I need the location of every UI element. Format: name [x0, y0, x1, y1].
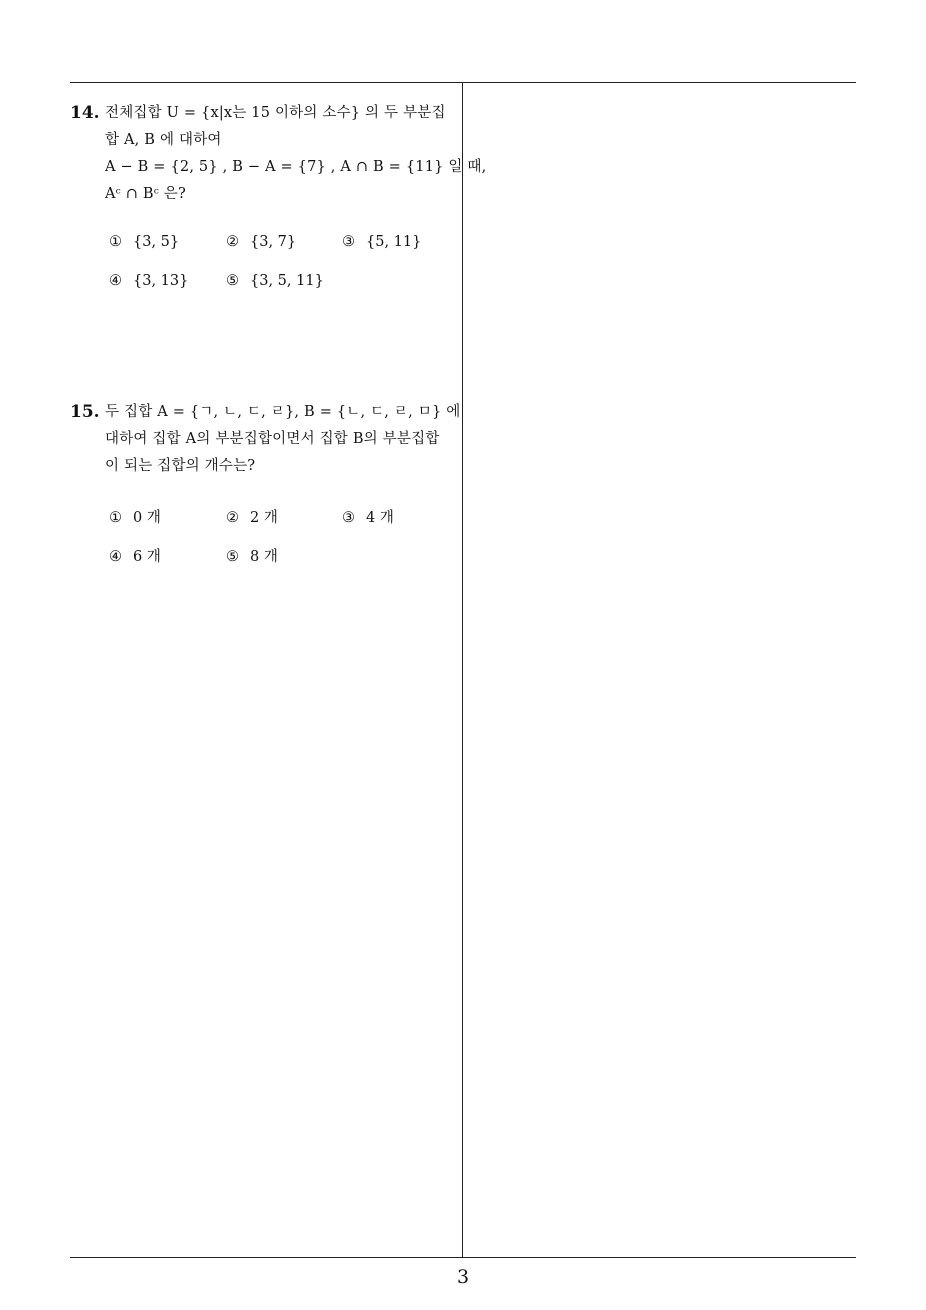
choice-1[interactable] — [109, 234, 179, 250]
choice-2[interactable] — [226, 506, 278, 527]
choice-marker: ① — [109, 510, 122, 526]
question-line: Aᶜ ∩ Bᶜ 은? — [105, 186, 186, 202]
choice-text: {3, 5} — [133, 234, 180, 250]
choice-text: 8 개 — [250, 549, 278, 565]
column-divider — [462, 82, 463, 1257]
choice-row — [109, 234, 458, 273]
question-line: 전체집합 U = {x|x는 15 이하의 소수} 의 두 부분집 — [105, 105, 446, 121]
question-line: 이 되는 집합의 개수는? — [105, 458, 256, 474]
question-15 — [70, 399, 461, 584]
choice-text: 4 개 — [366, 510, 394, 526]
question-line: 합 A, B 에 대하여 — [105, 132, 222, 148]
choice-row — [109, 273, 458, 312]
choice-5[interactable] — [226, 545, 278, 566]
choice-row — [109, 545, 458, 584]
choice-marker: ④ — [109, 549, 122, 565]
choice-text: 0 개 — [133, 510, 161, 526]
choice-4[interactable] — [109, 545, 161, 566]
choice-1[interactable] — [109, 506, 161, 527]
choice-3[interactable] — [342, 506, 394, 527]
question-number: 15. — [70, 402, 100, 422]
question-text — [105, 100, 486, 208]
choice-text: {3, 7} — [250, 234, 297, 250]
question-14 — [70, 100, 487, 312]
question-line: 대하여 집합 A의 부분집합이면서 집합 B의 부분집합 — [105, 431, 440, 447]
choice-text: {3, 5, 11} — [250, 273, 324, 289]
bottom-rule — [70, 1257, 856, 1258]
question-line: A − B = {2, 5} , B − A = {7} , A ∩ B = {11} 일 때, — [105, 159, 487, 175]
choice-text: 6 개 — [133, 549, 161, 565]
choice-2[interactable] — [226, 234, 296, 250]
answer-choices — [109, 234, 458, 312]
choice-marker: ⑤ — [226, 273, 239, 289]
choice-marker: ④ — [109, 273, 122, 289]
choice-text: {5, 11} — [366, 234, 422, 250]
choice-marker: ② — [226, 510, 239, 526]
question-number: 14. — [70, 103, 100, 123]
choice-text: {3, 13} — [133, 273, 189, 289]
answer-choices — [109, 506, 458, 584]
choice-row — [109, 506, 458, 545]
page-number: 3 — [456, 1266, 470, 1288]
question-line: 두 집합 A = {ㄱ, ㄴ, ㄷ, ㄹ}, B = {ㄴ, ㄷ, ㄹ, ㅁ} 에 — [105, 404, 461, 420]
choice-marker: ② — [226, 234, 239, 250]
choice-marker: ① — [109, 234, 122, 250]
top-rule — [70, 82, 856, 83]
choice-4[interactable] — [109, 273, 188, 289]
choice-marker: ③ — [342, 234, 355, 250]
choice-text: 2 개 — [250, 510, 278, 526]
question-text — [105, 399, 460, 480]
choice-3[interactable] — [342, 234, 421, 250]
choice-marker: ⑤ — [226, 549, 239, 565]
choice-5[interactable] — [226, 273, 324, 289]
choice-marker: ③ — [342, 510, 355, 526]
